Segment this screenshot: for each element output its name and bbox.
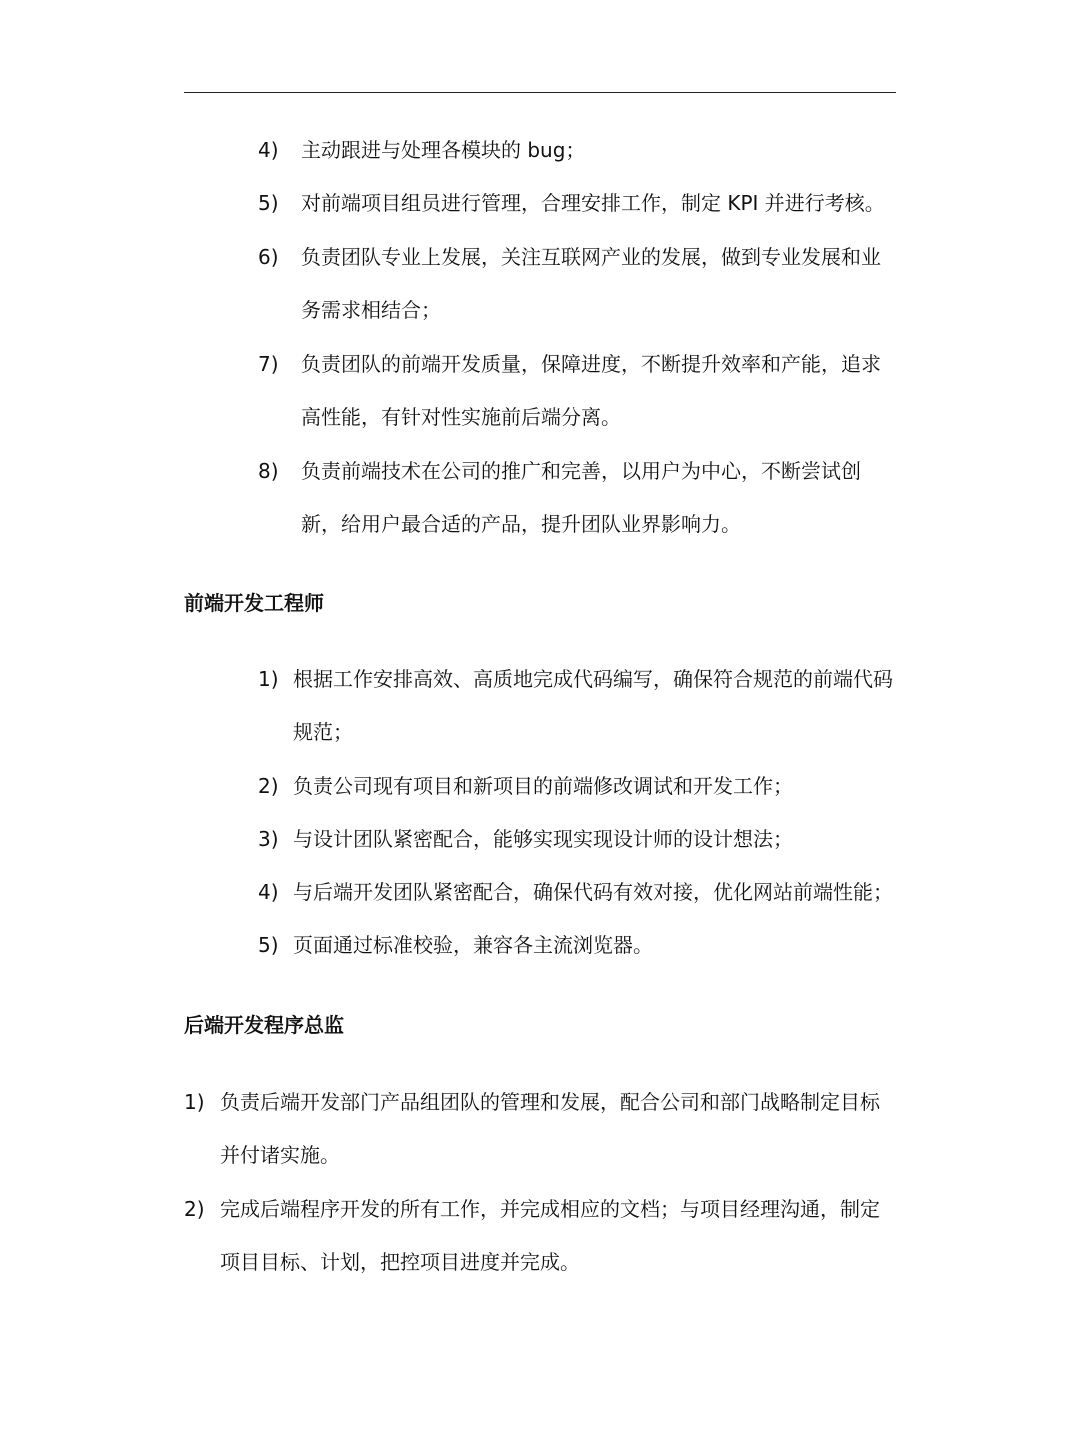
list-number: 6) [258, 245, 279, 269]
list-text: 根据工作安排高效、高质地完成代码编写，确保符合规范的前端代码规范； [293, 667, 893, 744]
list-number: 8) [258, 459, 279, 483]
list-text: 负责前端技术在公司的推广和完善，以用户为中心，不断尝试创新，给用户最合适的产品，提升团队业界影响力。 [301, 459, 861, 536]
list-text: 负责团队专业上发展，关注互联网产业的发展，做到专业发展和业务需求相结合； [301, 245, 881, 322]
list-number: 1) [184, 1090, 205, 1114]
list-text: 主动跟进与处理各模块的 bug； [301, 138, 586, 162]
list-number: 7) [258, 352, 279, 376]
list-text: 与后端开发团队紧密配合，确保代码有效对接，优化网站前端性能； [293, 880, 893, 904]
list-text: 负责后端开发部门产品组团队的管理和发展，配合公司和部门战略制定目标并付诸实施。 [220, 1090, 880, 1167]
list-number: 2) [258, 774, 279, 798]
list-text: 与设计团队紧密配合，能够实现实现设计师的设计想法； [293, 827, 793, 851]
list-number: 3) [258, 827, 279, 851]
list-text: 负责团队的前端开发质量，保障进度，不断提升效率和产能，追求高性能，有针对性实施前后端分离。 [301, 352, 881, 429]
section-heading-backend: 后端开发程序总监 [184, 1013, 344, 1037]
header-rule [184, 92, 896, 93]
list-text: 对前端项目组员进行管理，合理安排工作，制定 KPI 并进行考核。 [301, 191, 885, 215]
section-heading-frontend: 前端开发工程师 [184, 591, 324, 615]
list-number: 5) [258, 191, 279, 215]
list-number: 4) [258, 880, 279, 904]
list-text: 负责公司现有项目和新项目的前端修改调试和开发工作； [293, 774, 793, 798]
list-number: 1) [258, 667, 279, 691]
list-number: 5) [258, 933, 279, 957]
list-text: 完成后端程序开发的所有工作，并完成相应的文档；与项目经理沟通，制定项目目标、计划，把控项目进度并完成。 [220, 1197, 880, 1274]
list-number: 2) [184, 1197, 205, 1221]
list-text: 页面通过标准校验，兼容各主流浏览器。 [293, 933, 653, 957]
list-number: 4) [258, 138, 279, 162]
